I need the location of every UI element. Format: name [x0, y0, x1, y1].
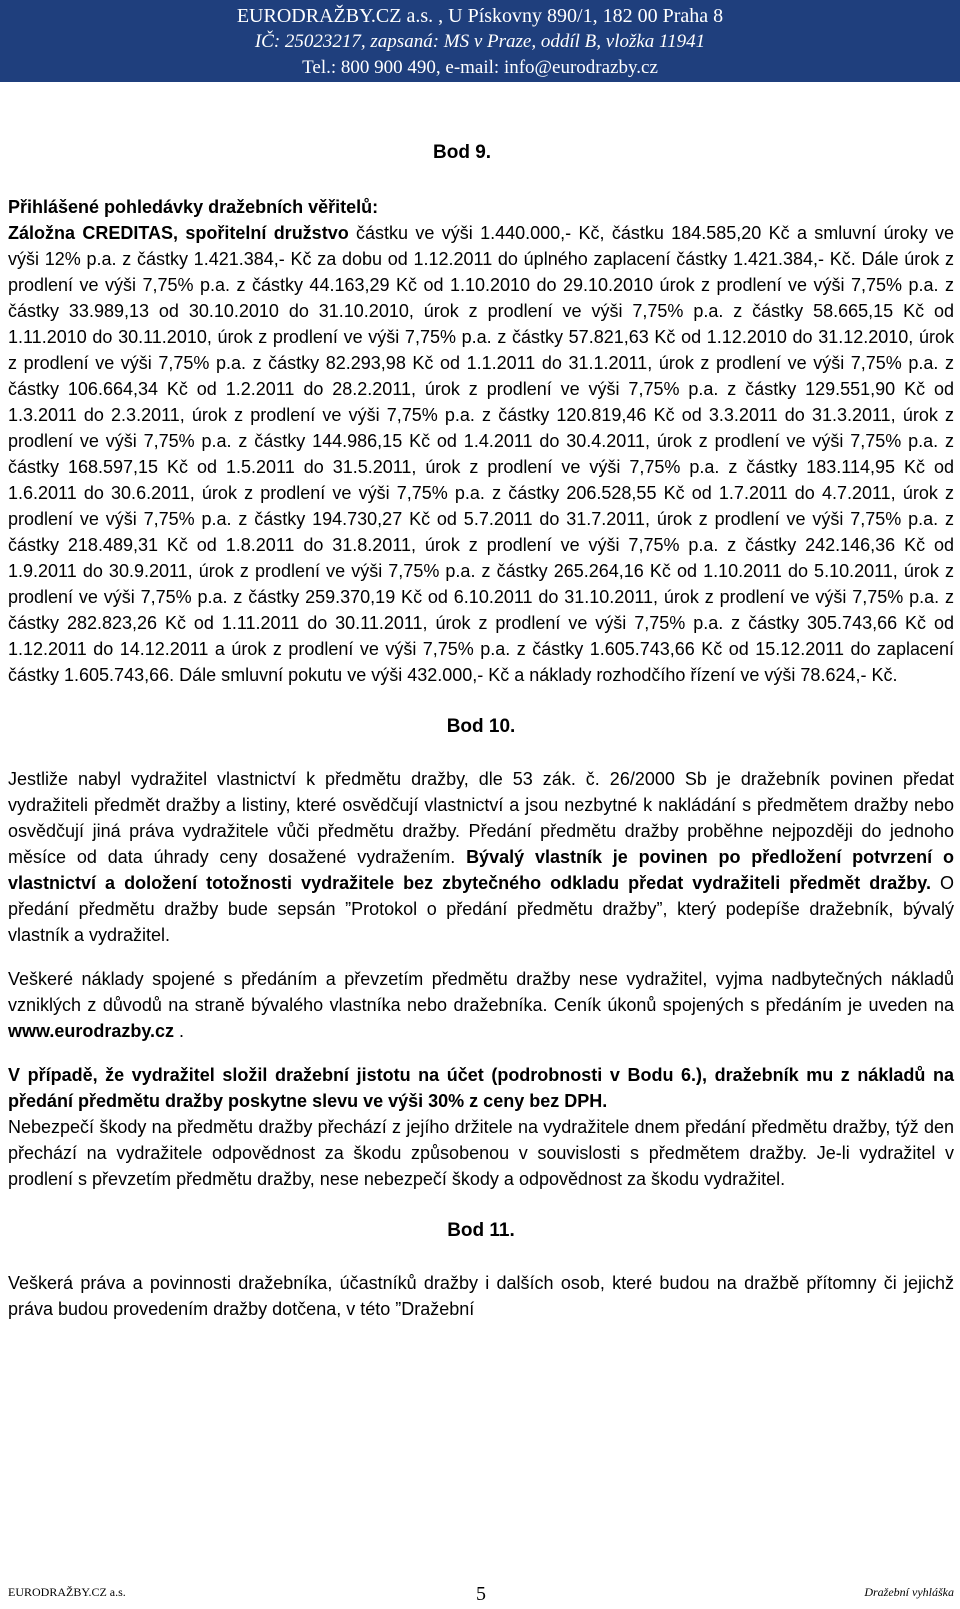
- page-number: 5: [476, 1583, 486, 1605]
- document-body: [8, 140, 954, 1322]
- costs-text: Veškeré náklady spojené s předáním a převzetím předmětu dražby nese vydražitel, vyjma nadbytečných nákladů vzniklých z důvodů na straně bývalého vlastníka nebo dražebníka. Ceník úkonů spojených s předáním je uveden na: [8, 969, 954, 1015]
- website-link[interactable]: www.eurodrazby.cz: [8, 1021, 175, 1041]
- letterhead-registration: IČ: 25023217, zapsaná: MS v Praze, oddíl B, vložka 11941: [254, 31, 706, 52]
- costs-text-end: .: [174, 1021, 185, 1041]
- section-title-bod-10: Bod 10.: [446, 716, 516, 737]
- page-footer: [8, 1569, 954, 1609]
- creditor-claims-text: částku ve výši 1.440.000,- Kč, částku 184.585,20 Kč a smluvní úroky ve výši 12% p.a. z částky 1.421.384,- Kč za dobu od 1.12.2011 do úplného zaplacení částky 1.421.384,- Kč. Dále úrok z prodlení ve výši 7,75% p.a. z částky 44.163,29 Kč od 1.10.2010 do 29.10.2010 úrok z prodlení ve výši 7,75% p.a. z částky 33.989,13 od 30.10.2010 do 31.10.2010, úrok z prodlení ve výši 7,75% p.a. z částky 58.665,15 Kč od 1.11.2010 do 30.11.2010, úrok z prodlení ve výši 7,75% p.a. z částky 57.821,63 Kč od 1.12.2010 do 31.12.2010, úrok z prodlení ve výši 7,75% p.a. z částky 82.293,98 Kč od 1.1.2011 do 31.1.2011, úrok z prodlení ve výši 7,75% p.a. z částky 106.664,34 Kč od 1.2.2011 do 28.2.2011, úrok z prodlení ve výši 7,75% p.a. z částky 129.551,90 Kč od 1.3.2011 do 2.3.2011, úrok z prodlení ve výši 7,75% p.a. z částky 120.819,46 Kč od 3.3.2011 do 31.3.2011, úrok z prodlení ve výši 7,75% p.a. z částky 144.986,15 Kč od 1.4.2011 do 30.4.2011, úrok z prodlení ve výši 7,75% p.a. z částky 168.597,15 Kč od 1.5.2011 do 31.5.2011, úrok z prodlení ve výši 7,75% p.a. z částky 183.114,95 Kč od 1.6.2011 do 30.6.2011, úrok z prodlení ve výši 7,75% p.a. z částky 206.528,55 Kč od 1.7.2011 do 4.7.2011, úrok z prodlení ve výši 7,75% p.a. z částky 194.730,27 Kč od 5.7.2011 do 31.7.2011, úrok z prodlení ve výši 7,75% p.a. z částky 218.489,31 Kč od 1.8.2011 do 31.8.2011, úrok z prodlení ve výši 7,75% p.a. z částky 242.146,36 Kč od 1.9.2011 do 30.9.2011, úrok z prodlení ve výši 7,75% p.a. z částky 265.264,16 Kč od 1.10.2011 do 5.10.2011, úrok z prodlení ve výši 7,75% p.a. z částky 259.370,19 Kč od 6.10.2011 do 31.10.2011, úrok z prodlení ve výši 7,75% p.a. z částky 282.823,26 Kč od 1.11.2011 do 30.11.2011, úrok z prodlení ve výši 7,75% p.a. z částky 305.743,66 Kč od 1.12.2011 do 14.12.2011 a úrok z prodlení ve výši 7,75% p.a. z částky 1.605.743,66 Kč od 15.12.2011 do zaplacení částky 1.605.743,66. Dále smluvní pokutu ve výši 432.000,- Kč a náklady rozhodčího řízení ve výši 78.624,- Kč.: [8, 223, 954, 685]
- handover-protocol-text: O předání předmětu dražby bude sepsán ”Protokol o předání předmětu dražby”, který podepíše dražebník, bývalý vlastník a vydražitel.: [8, 873, 954, 945]
- risk-paragraph: Nebezpečí škody na předmětu dražby přechází z jejího držitele na vydražitele dnem předání předmětu dražby, týž den přechází na vydražitele odpovědnost za škodu způsobenou v souvislosti s předmětem dražby. Je-li vydražitel v prodlení s převzetím předmětu dražby, nese nebezpečí škody a odpovědnost za škodu vydražitel.: [8, 1117, 954, 1189]
- letterhead-contact: Tel.: 800 900 490, e-mail: info@eurodrazby.cz: [302, 57, 658, 78]
- letterhead: [0, 0, 960, 82]
- costs-paragraph: [8, 966, 954, 1044]
- handover-obligation: Bývalý vlastník je povinen po předložení potvrzení o vlastnictví a doložení totožnosti vydražitele bez zbytečného odkladu předat vydražiteli předmět dražby.: [8, 847, 954, 893]
- section-title-bod-9: Bod 9.: [433, 142, 492, 163]
- creditor-claims-paragraph: [8, 220, 954, 688]
- letterhead-company: EURODRAŽBY.CZ a.s. , U Pískovny 890/1, 182 00 Praha 8: [236, 5, 724, 27]
- section-title-bod-11: Bod 11.: [447, 1220, 515, 1241]
- handover-paragraph: [8, 766, 954, 948]
- creditor-name: Záložna CREDITAS, spořitelní družstvo: [8, 223, 349, 243]
- discount-paragraph: V případě, že vydražitel složil dražební jistotu na účet (podrobnosti v Bodu 6.), dražebník mu z nákladů na předání předmětu dražby poskytne slevu ve výši 30% z ceny bez DPH.: [8, 1065, 954, 1111]
- creditors-heading: Přihlášené pohledávky dražebních věřitelů:: [8, 197, 379, 217]
- handover-text: Jestliže nabyl vydražitel vlastnictví k předmětu dražby, dle 53 zák. č. 26/2000 Sb je dražebník povinen předat vydražiteli předmět dražby a listiny, které osvědčují vlastnictví a jsou nezbytné k nakládání s předmětem dražby nebo osvědčují jiná práva vydražitele vůči předmětu dražby. Předání předmětu dražby proběhne nejpozději do jednoho měsíce od data úhrady ceny dosažené vydražením.: [8, 769, 954, 867]
- rights-paragraph: Veškerá práva a povinnosti dražebníka, účastníků dražby i dalších osob, které budou na dražbě přítomny či jejichž práva budou provedením dražby dotčena, v této ”Dražební: [8, 1273, 954, 1319]
- footer-document-title: Dražební vyhláška: [864, 1585, 954, 1599]
- footer-company: EURODRAŽBY.CZ a.s.: [8, 1585, 126, 1599]
